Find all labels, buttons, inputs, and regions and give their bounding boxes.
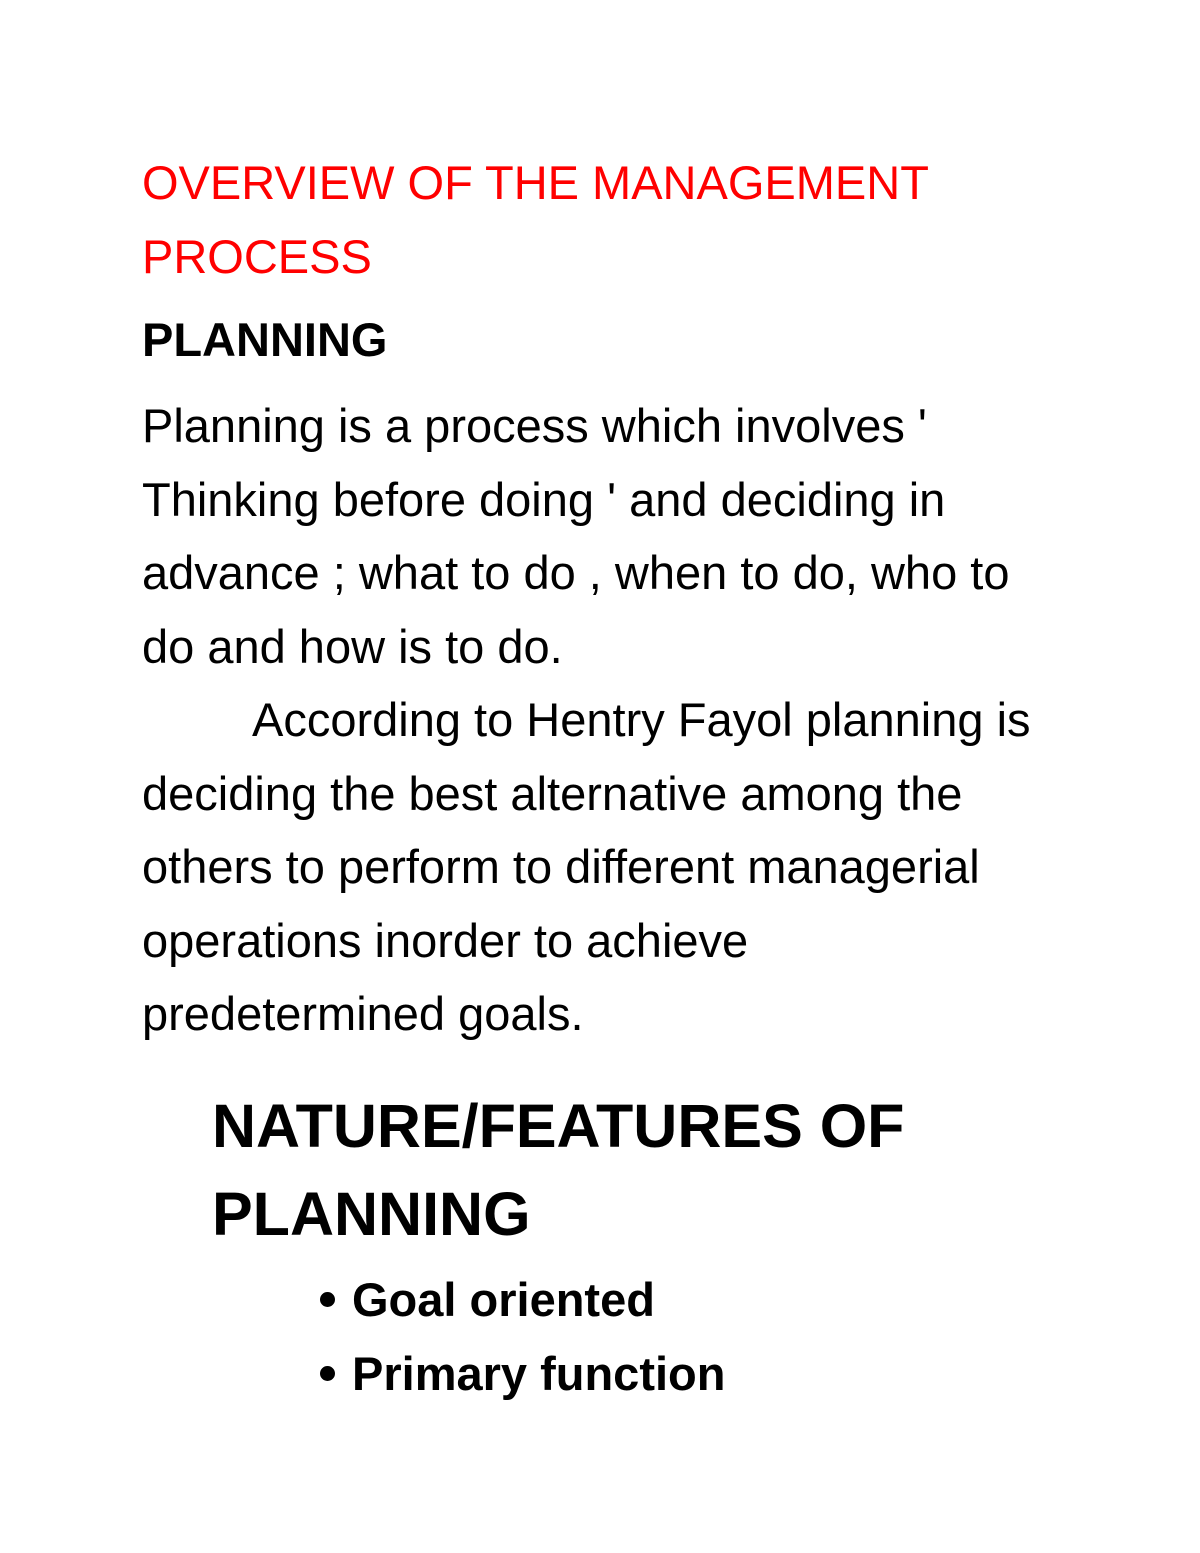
planning-definition-paragraph: Planning is a process which involves ' Thinking before doing ' and deciding in advance ; what to do , when to do, who to do and how is to do. bbox=[142, 399, 1010, 673]
bullet-icon bbox=[320, 1292, 335, 1307]
section-heading-planning: PLANNING bbox=[142, 313, 388, 366]
features-heading: NATURE/FEATURES OF PLANNING bbox=[212, 1092, 905, 1248]
features-list bbox=[320, 1262, 725, 1410]
bullet-icon bbox=[320, 1366, 335, 1381]
document-title: OVERVIEW OF THE MANAGEMENT PROCESS bbox=[142, 156, 929, 283]
fayol-definition-paragraph: According to Hentry Fayol planning is deciding the best alternative among the others to perform to different managerial operations inorder to achieve predetermined goals. bbox=[142, 693, 1031, 1040]
list-item-label: Goal oriented bbox=[352, 1272, 655, 1326]
list-item-label: Primary function bbox=[352, 1346, 726, 1400]
list-item bbox=[320, 1336, 725, 1410]
list-item bbox=[320, 1262, 725, 1336]
